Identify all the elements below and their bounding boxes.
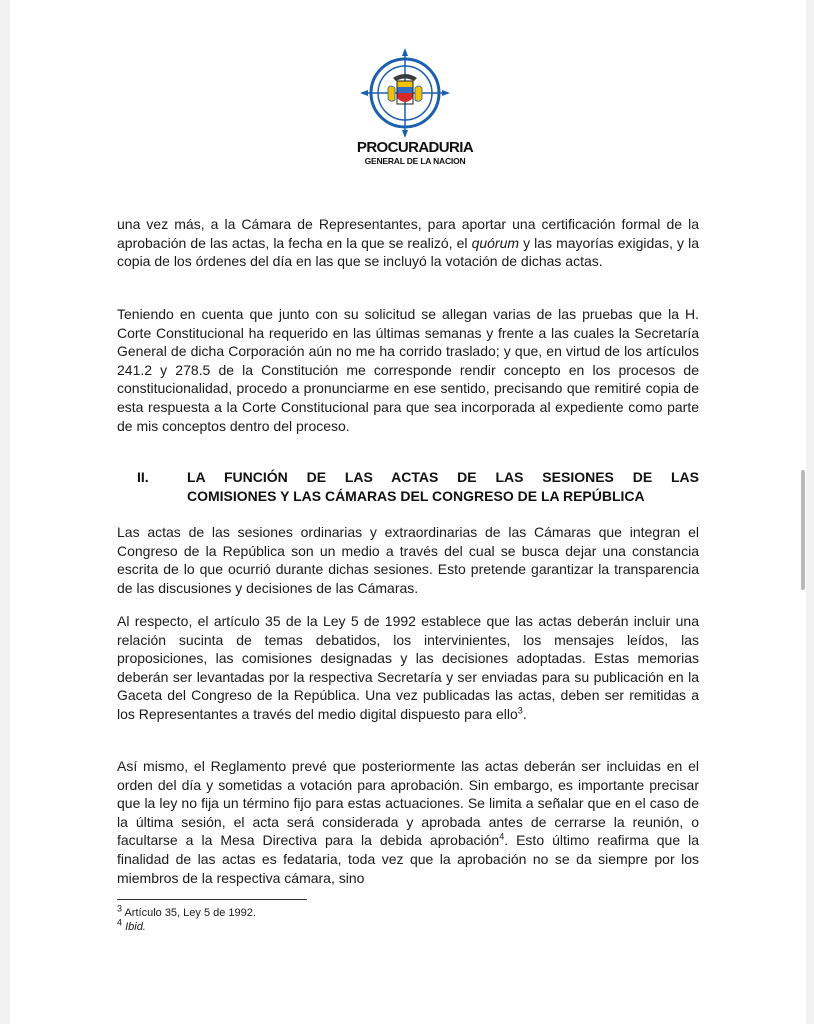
org-name: PROCURADURIA: [356, 139, 474, 156]
section-title-line-2: COMISIONES Y LAS CÁMARAS DEL CONGRESO DE LA REPÚBLICA: [187, 488, 645, 504]
paragraph-1: [117, 215, 699, 271]
footnotes: [117, 903, 256, 934]
paragraph-2-text: Teniendo en cuenta que junto con su solicitud se allegan varias de las pruebas que la H. Corte Constitucional ha requerido en las últimas semanas y frente a las cuales la Secretaría General de dicha Corporación aún no me ha corrido traslado; y que, en virtud de los artículos 241.2 y 278.5 de la Constitución me corresponde rendir concepto en los procesos de constitucionalidad, procedo a pronunciarme en ese sentido, precisando que remitiré copia de esta respuesta a la Corte Constitucional para que sea incorporada al expediente como parte de mis conceptos dentro del proceso.: [117, 306, 699, 434]
section-title-line-1: LA FUNCIÓN DE LAS ACTAS DE LAS SESIONES DE LAS: [187, 469, 699, 485]
paragraph-3-text: Las actas de las sesiones ordinarias y extraordinarias de las Cámaras que integran el Congreso de la República son un medio a través del cual se busca dejar una constancia escrita de lo que ocurrió durante dichas sesiones. Esto pretende garantizar la transparencia de las discusiones y decisiones de las Cámaras.: [117, 524, 699, 596]
footnote-number: 4: [117, 917, 123, 928]
footnote-3: [117, 903, 256, 920]
paragraph-5: [117, 757, 699, 887]
paragraph-1-text-a: una vez más, a la Cámara de Representantes, para aportar una certificación formal de la aprobación de las actas, la fecha en la que se realizó, el: [117, 216, 699, 251]
paragraph-5-text: Así mismo, el Reglamento prevé que posteriormente las actas deberán ser incluidas en el orden del día y sometidas a votación para aprobación. Sin embargo, es importante precisar que la ley no fija un término fijo para estas actuaciones. Se limita a señalar que en el caso de la última sesión, el acta será considerada y aprobada antes de cerrarse la reunión, o facultarse a la Mesa Directiva para la debida aprobación: [117, 758, 699, 849]
footnote-ref-4[interactable]: 4: [499, 831, 505, 842]
footnote-4: [117, 917, 256, 934]
section-number: II.: [137, 469, 149, 485]
footnote-text: Artículo 35, Ley 5 de 1992.: [122, 907, 256, 919]
paragraph-4-text: Al respecto, el artículo 35 de la Ley 5 de 1992 establece que las actas deberán incluir una relación sucinta de temas debatidos, los intervinientes, los mensajes leídos, las proposiciones, las comisiones designadas y las decisiones adoptadas. Estas memorias deberán ser levantadas por la respectiva Secretaría y ser enviadas para su publicación en la Gaceta del Congreso de la República. Una vez publicadas las actas, deben ser remitidas a los Representantes a través del medio digital dispuesto para ello: [117, 613, 699, 722]
paragraph-5-end: . Esto último reafirma que la finalidad de las actas es fedataria, toda vez que la aprobación no se da siempre por los miembros de la respectiva cámara, sino: [117, 832, 700, 886]
paragraph-3: [117, 523, 699, 597]
footnote-ref-3[interactable]: 3: [517, 705, 523, 716]
scrollbar-thumb[interactable]: [801, 470, 805, 590]
footnote-number: 3: [117, 903, 123, 914]
footnote-text: Ibid.: [122, 921, 146, 933]
org-name-block: [340, 140, 490, 166]
coat-of-arms-icon: [360, 48, 450, 138]
org-subtitle: GENERAL DE LA NACION: [364, 156, 466, 166]
paragraph-1-text-b: y las mayorías exigidas, y la copia de los órdenes del día en las que se incluyó la votación de dichas actas.: [117, 234, 699, 270]
paragraph-4: [117, 612, 699, 724]
paragraph-4-end: .: [522, 705, 527, 722]
paragraph-2: [117, 305, 699, 435]
paragraph-1-emphasis: quórum: [471, 234, 520, 251]
footnote-divider: [117, 899, 307, 900]
